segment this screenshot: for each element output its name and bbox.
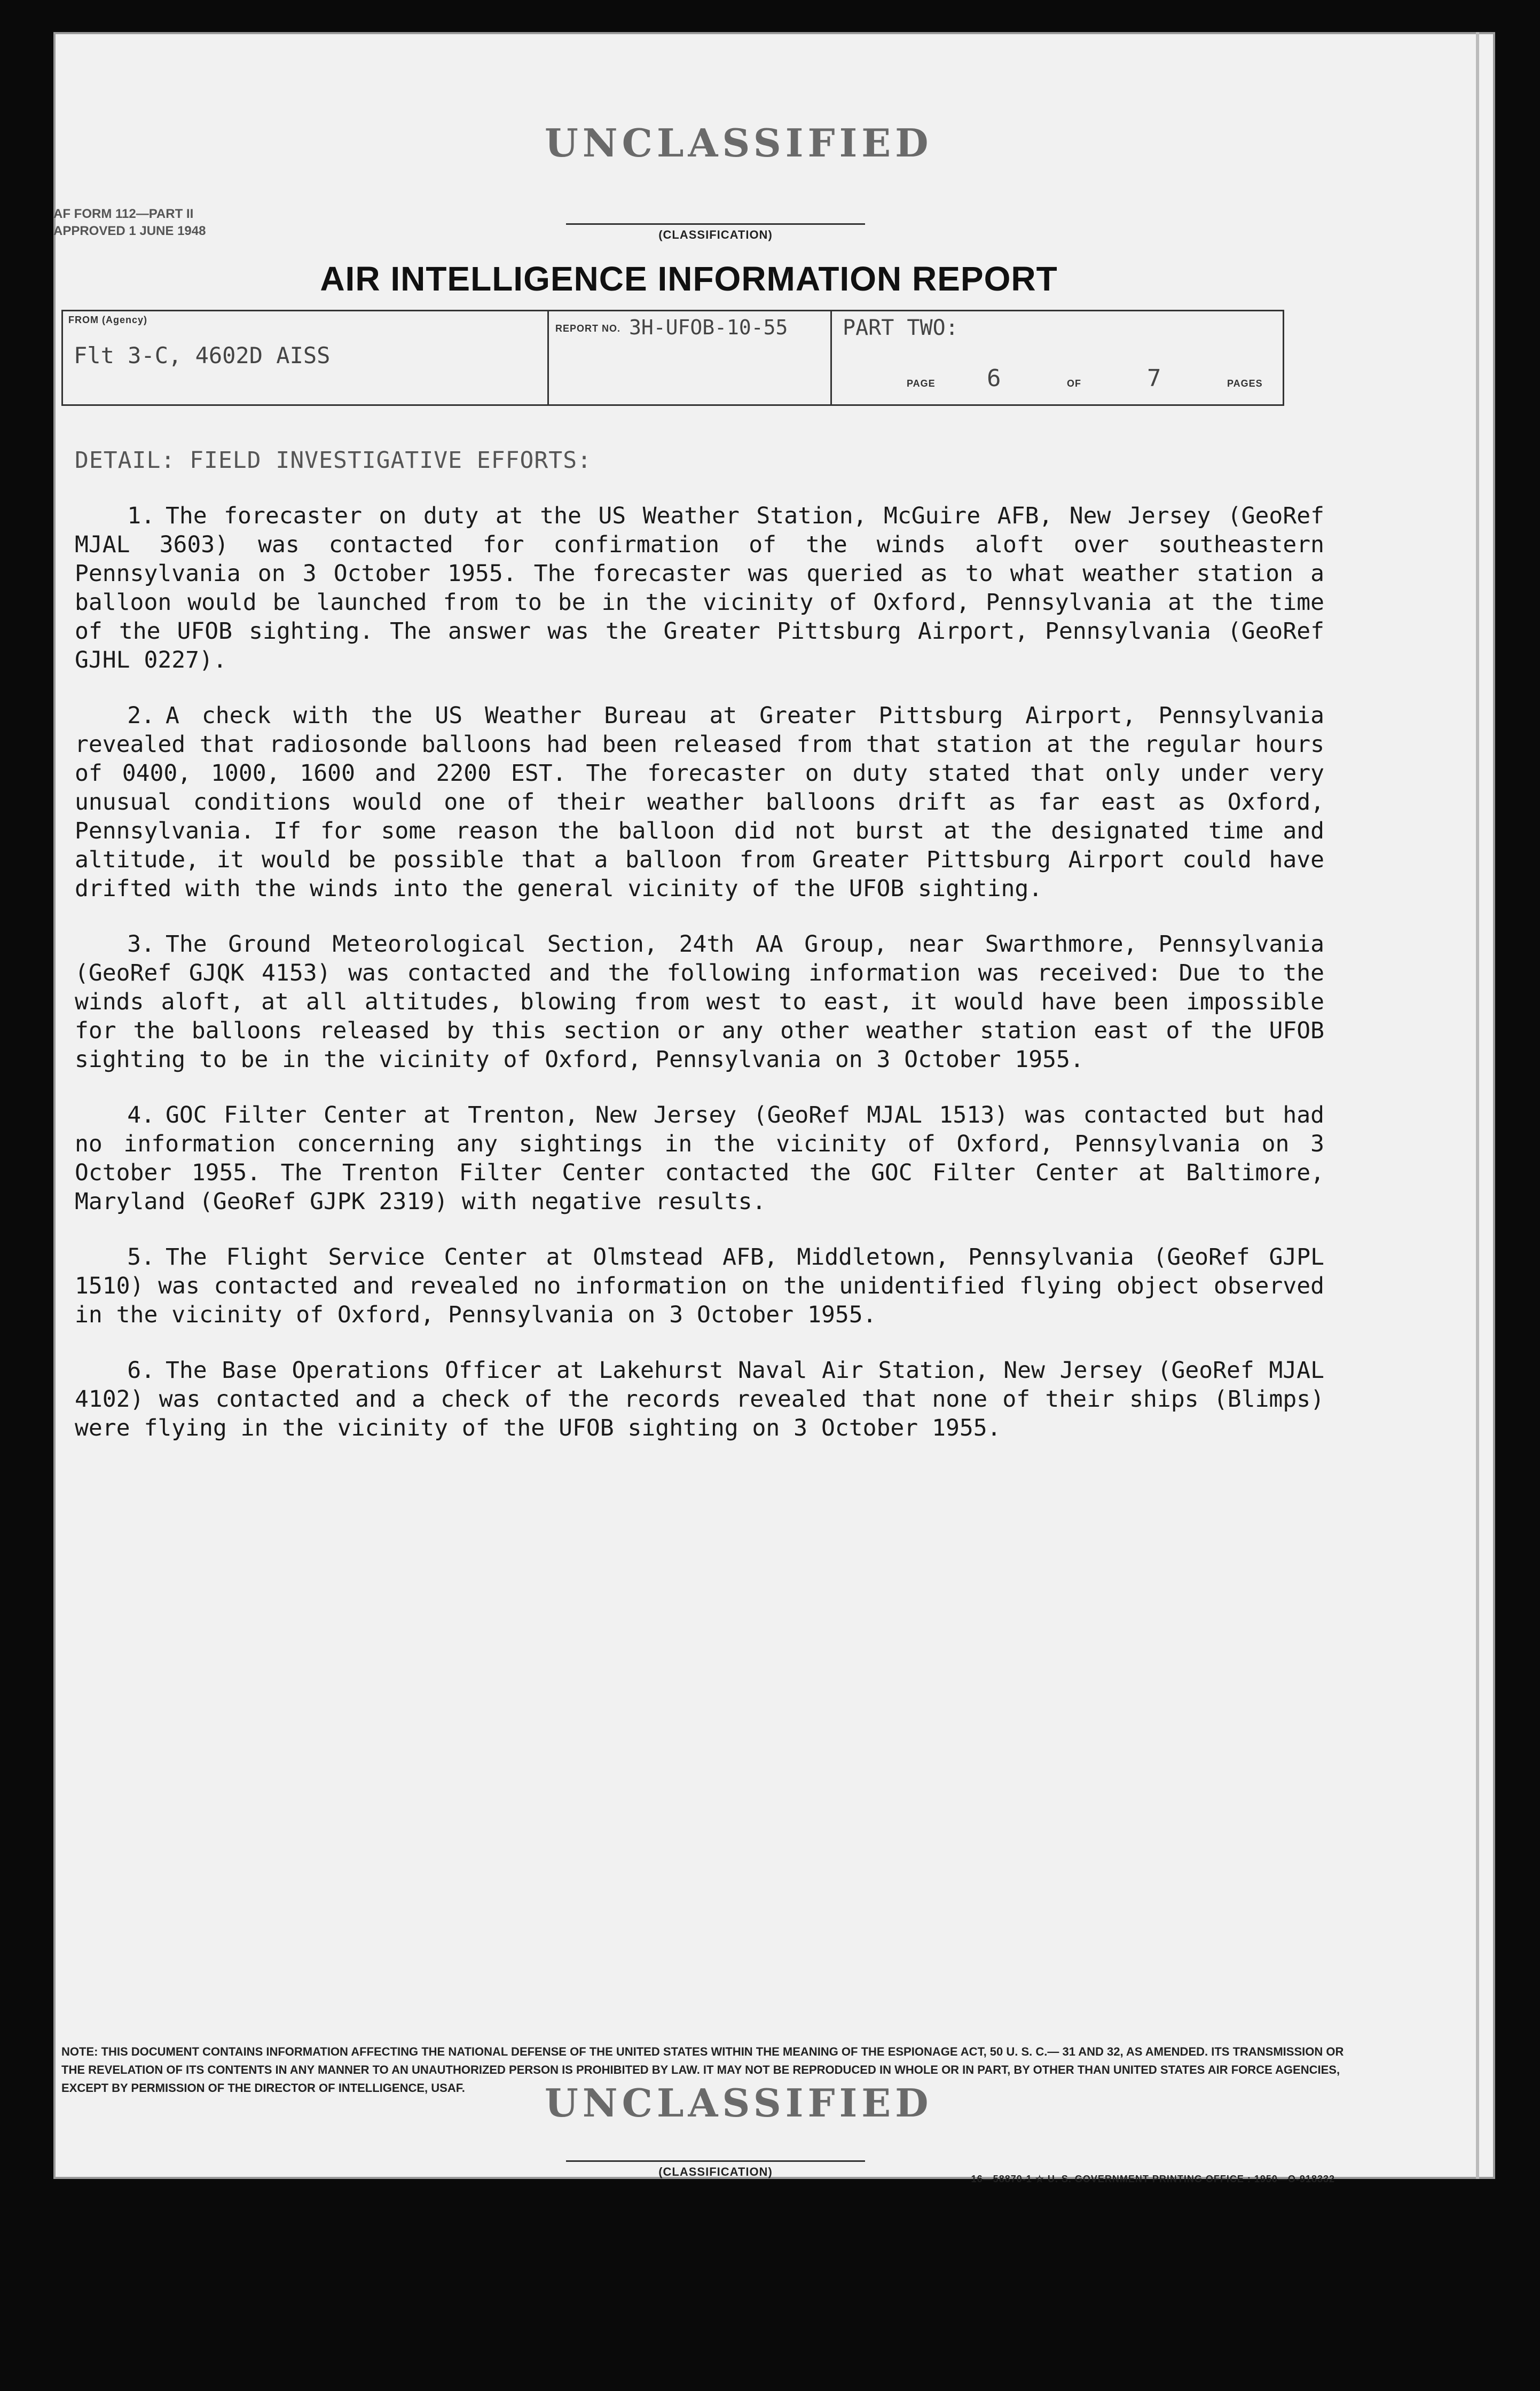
report-header-box: [61, 310, 1284, 406]
paragraph-3: [75, 930, 1324, 1074]
part-page-cell: [832, 311, 1284, 404]
paragraph-text: A check with the US Weather Bureau at Greater Pittsburg Airport, Pennsylvania revealed that radiosonde balloons had been released from that station at the regular hours of 0400, 1000, 1600 and 2200 EST. The forecaster on duty stated that only under very unusual conditions would one of their weather balloons drift as far east as Oxford, Pennsylvania. If for some reason the balloon did not burst at the designated time and altitude, it would be possible that a balloon from Greater Pittsburg Airport could have drifted with the winds into the general vicinity of the UFOB sighting.: [75, 702, 1324, 902]
paragraph-text: The Base Operations Officer at Lakehurst Naval Air Station, New Jersey (GeoRef MJAL 4102) was contacted and a check of the records revealed that none of their ships (Blimps) were flying in the vicinity of the UFOB sighting on 3 October 1955.: [75, 1357, 1324, 1441]
report-title: AIR INTELLIGENCE INFORMATION REPORT: [320, 260, 1058, 298]
section-heading: DETAIL: FIELD INVESTIGATIVE EFFORTS:: [75, 447, 592, 474]
page-label: PAGE: [907, 378, 936, 389]
paragraph-6: [75, 1356, 1324, 1443]
report-number-cell: [549, 311, 832, 404]
pages-label: PAGES: [1227, 378, 1263, 389]
paragraph-text: The Ground Meteorological Section, 24th AA Group, near Swarthmore, Pennsylvania (GeoRef GJQK 4153) was contacted and the following information was received: Due to the winds aloft, at all altitudes, blowing from west to east, it would have been impossible for the balloons released by this section or any other weather station east of the UFOB sighting to be in the vicinity of Oxford, Pennsylvania on 3 October 1955.: [75, 931, 1324, 1073]
gpo-print-line: 16—58870-1 ☆ U. S. GOVERNMENT PRINTING OFFICE : 1950—O-918332: [971, 2174, 1335, 2184]
classification-caption-bottom: (CLASSIFICATION): [566, 2160, 865, 2179]
form-number: AF FORM 112—PART II: [53, 207, 194, 221]
paragraph-text: The forecaster on duty at the US Weather Station, McGuire AFB, New Jersey (GeoRef MJAL 3603) was contacted for confirmation of the winds aloft over southeastern Pennsylvania on 3 October 1955. The forecaster was queried as to what weather station a balloon would be launched from to be in the vicinity of Oxford, Pennsylvania at the time of the UFOB sighting. The answer was the Greater Pittsburg Airport, Pennsylvania (GeoRef GJHL 0227).: [75, 503, 1324, 673]
paragraph-2: [75, 701, 1324, 903]
espionage-act-notice: NOTE: THIS DOCUMENT CONTAINS INFORMATION AFFECTING THE NATIONAL DEFENSE OF THE UNITED STATES WITHIN THE MEANING OF THE ESPIONAGE ACT, 50 U. S. C.— 31 AND 32, AS AMENDED. ITS TRANSMISSION OR THE REVELATION OF ITS CONTENTS IN ANY MANNER TO AN UNAUTHORIZED PERSON IS PROHIBITED BY LAW. IT MAY NOT BE REPRODUCED IN WHOLE OR IN PART, BY OTHER THAN UNITED STATES AIR FORCE AGENCIES, EXCEPT BY PERMISSION OF THE DIRECTOR OF INTELLIGENCE, USAF.: [61, 2045, 1344, 2095]
paragraph-text: The Flight Service Center at Olmstead AFB, Middletown, Pennsylvania (GeoRef GJPL 1510) was contacted and revealed no information on the unidentified flying object observed in the vicinity of Oxford, Pennsylvania on 3 October 1955.: [75, 1244, 1324, 1328]
report-number-value: 3H-UFOB-10-55: [629, 316, 788, 339]
classification-stamp-bottom: UNCLASSIFIED: [545, 2080, 933, 2126]
total-pages: 7: [1147, 365, 1161, 392]
from-agency-cell: [63, 311, 549, 404]
part-label: PART TWO:: [843, 316, 958, 340]
paragraph-5: [75, 1243, 1324, 1329]
from-agency-value: Flt 3-C, 4602D AISS: [74, 342, 331, 369]
page-number: 6: [987, 365, 1001, 392]
paragraph-text: GOC Filter Center at Trenton, New Jersey (GeoRef MJAL 1513) was contacted but had no information concerning any sightings in the vicinity of Oxford, Pennsylvania on 3 October 1955. The Trenton Filter Center contacted the GOC Filter Center at Baltimore, Maryland (GeoRef GJPK 2319) with negative results.: [75, 1102, 1324, 1215]
form-identifier: [53, 206, 331, 240]
paragraph-number: 3.: [127, 931, 155, 958]
from-agency-label: FROM (Agency): [68, 315, 147, 325]
page-edge: [1476, 32, 1479, 2179]
paragraph-number: 1.: [127, 503, 155, 529]
paragraph-number: 6.: [127, 1357, 155, 1384]
report-body: [75, 446, 1324, 1469]
paragraph-number: 5.: [127, 1244, 155, 1271]
classification-caption-top: (CLASSIFICATION): [566, 223, 865, 242]
paragraph-4: [75, 1101, 1324, 1216]
report-number-label: REPORT NO.: [555, 323, 621, 334]
paragraph-number: 2.: [127, 702, 155, 729]
classification-stamp-top: UNCLASSIFIED: [545, 120, 933, 166]
of-label: OF: [1067, 378, 1081, 389]
paragraph-number: 4.: [127, 1102, 155, 1128]
paragraph-1: [75, 501, 1324, 675]
form-approval: APPROVED 1 JUNE 1948: [53, 224, 206, 238]
